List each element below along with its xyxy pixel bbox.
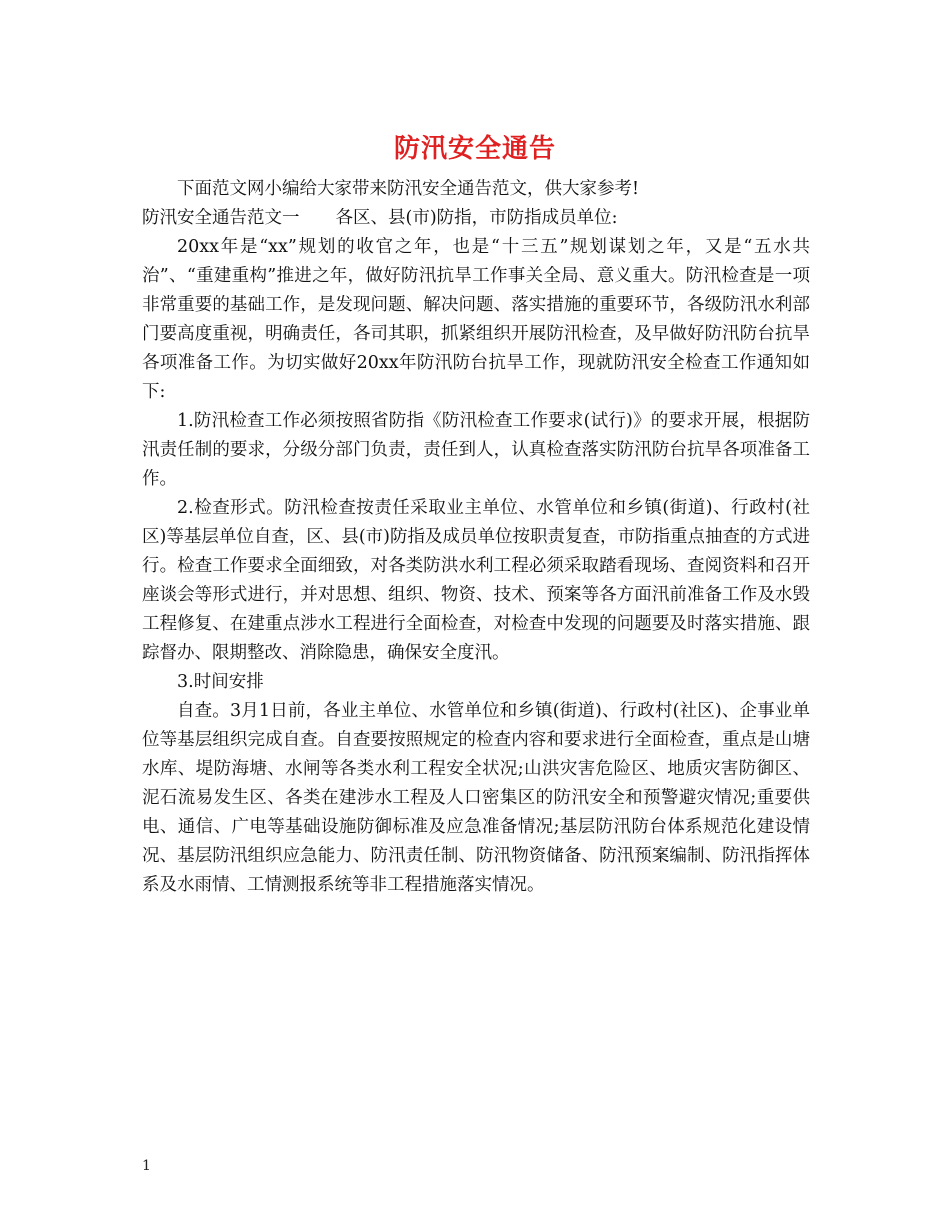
document-body <box>142 175 810 900</box>
paragraph-3: 2.检查形式。防汛检查按责任采取业主单位、水管单位和乡镇(街道)、行政村(社区)等基层单位自查，区、县(市)防指及成员单位按职责复查，市防指重点抽查的方式进行。检查工作要求全面细致，对各类防洪水利工程必须采取踏看现场、查阅资料和召开座谈会等形式进行，并对思想、组织、物资、技术、预案等各方面汛前准备工作及水毁工程修复、在建重点涉水工程进行全面检查，对检查中发现的问题要及时落实措施、跟踪督办、限期整改、消除隐患，确保安全度汛。 <box>142 498 810 663</box>
paragraph-5: 自查。3月1日前，各业主单位、水管单位和乡镇(街道)、行政村(社区)、企事业单位等基层组织完成自查。自查要按照规定的检查内容和要求进行全面检查，重点是山塘水库、堤防海塘、水闸等各类水利工程安全状况;山洪灾害危险区、地质灾害防御区、泥石流易发生区、各类在建涉水工程及人口密集区的防汛安全和预警避灾情况;重要供电、通信、广电等基础设施防御标准及应急准备情况;基层防汛防台体系规范化建设情况、基层防汛组织应急能力、防汛责任制、防汛物资储备、防汛预案编制、防汛指挥体系及水雨情、工情测报系统等非工程措施落实情况。 <box>142 701 810 895</box>
paragraph-4: 3.时间安排 <box>177 672 264 692</box>
intro-paragraph: 下面范文网小编给大家带来防汛安全通告范文，供大家参考! <box>177 179 640 199</box>
salutation-line <box>142 204 810 233</box>
salutation-rest: 各区、县(市)防指，市防指成员单位: <box>335 208 618 228</box>
document-title: 防汛安全通告 <box>393 134 556 164</box>
paragraph-2: 1.防汛检查工作必须按照省防指《防汛检查工作要求(试行)》的要求开展，根据防汛责任制的要求，分级分部门负责，责任到人，认真检查落实防汛防台抗旱各项准备工作。 <box>142 411 810 489</box>
salutation-prefix: 防汛安全通告范文一 <box>142 208 300 228</box>
page-number: 1 <box>142 1158 151 1174</box>
paragraph-1: 20xx年是“xx”规划的收官之年，也是“十三五”规划谋划之年，又是“五水共治”、“重建重构”推进之年，做好防汛抗旱工作事关全局、意义重大。防汛检查是一项非常重要的基础工作，是发现问题、解决问题、落实措施的重要环节，各级防汛水利部门要高度重视，明确责任，各司其职，抓紧组织开展防汛检查，及早做好防汛防台抗旱各项准备工作。为切实做好20xx年防汛防台抗旱工作，现就防汛安全检查工作通知如下: <box>142 237 810 402</box>
